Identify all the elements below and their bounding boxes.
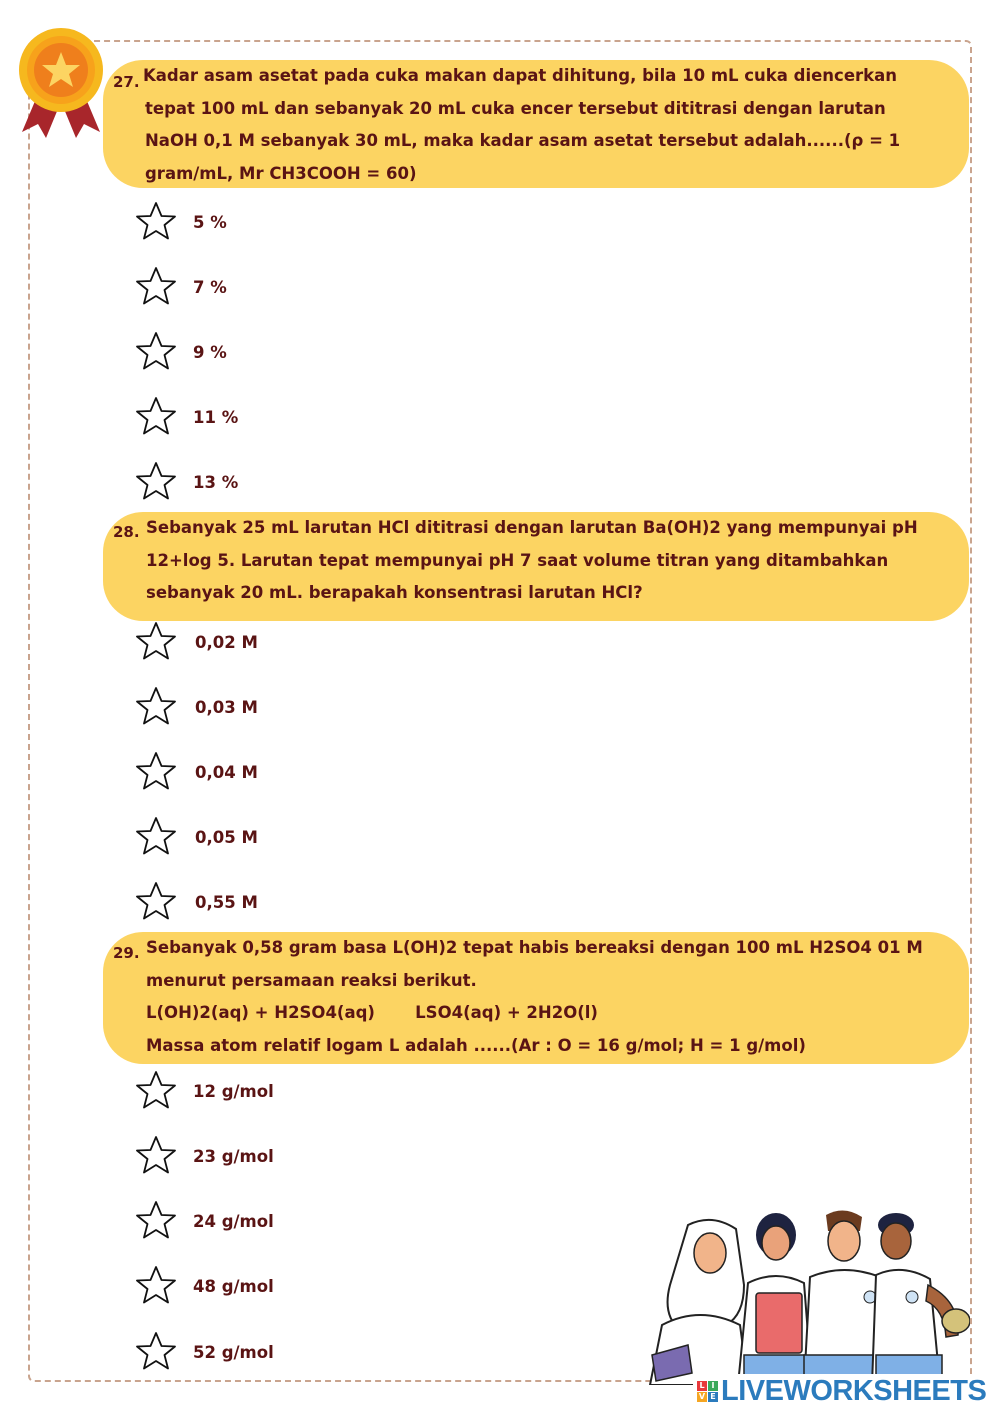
question-text-line: sebanyak 20 mL. berapakah konsentrasi larutan HCl? bbox=[146, 583, 643, 602]
answer-option[interactable] bbox=[134, 1134, 534, 1178]
question-text-line: tepat 100 mL dan sebanyak 20 mL cuka encer tersebut dititrasi dengan larutan bbox=[145, 98, 886, 118]
option-label: 0,03 M bbox=[195, 697, 258, 717]
answer-option[interactable] bbox=[134, 1199, 534, 1243]
star-outline-icon bbox=[134, 620, 178, 664]
badge-letter: L bbox=[697, 1381, 707, 1391]
answer-option[interactable] bbox=[134, 880, 534, 924]
answer-option[interactable] bbox=[134, 685, 534, 729]
answer-option[interactable] bbox=[134, 330, 534, 374]
question-text-line: menurut persamaan reaksi berikut. bbox=[146, 970, 477, 990]
badge-letter: V bbox=[698, 1391, 706, 1401]
question-number: 28. bbox=[113, 523, 140, 541]
question-text-line: Sebanyak 25 mL larutan HCl dititrasi dengan larutan Ba(OH)2 yang mempunyai pH bbox=[146, 518, 918, 537]
question-text-line: L(OH)2(aq) + H2SO4(aq) LSO4(aq) + 2H2O(l) bbox=[146, 1003, 598, 1022]
question-text-line: gram/mL, Mr CH3COOH = 60) bbox=[145, 163, 417, 183]
live-badge-icon bbox=[697, 1381, 718, 1402]
option-label: 24 g/mol bbox=[193, 1211, 274, 1231]
star-outline-icon bbox=[134, 815, 178, 859]
option-label: 11 % bbox=[193, 407, 239, 427]
award-medal-icon bbox=[16, 24, 106, 140]
answer-option[interactable] bbox=[134, 460, 534, 504]
star-outline-icon bbox=[134, 200, 178, 244]
option-label: 13 % bbox=[193, 472, 239, 492]
star-outline-icon bbox=[134, 460, 178, 504]
star-outline-icon bbox=[134, 265, 178, 309]
option-label: 0,05 M bbox=[195, 827, 258, 847]
star-outline-icon bbox=[134, 1134, 178, 1178]
question-number: 29. bbox=[113, 944, 140, 962]
star-outline-icon bbox=[134, 880, 178, 924]
answer-option[interactable] bbox=[134, 750, 534, 794]
question-29-box bbox=[103, 932, 969, 1064]
liveworksheets-logo[interactable] bbox=[693, 1374, 990, 1408]
answer-option[interactable] bbox=[134, 1264, 534, 1308]
option-label: 5 % bbox=[193, 212, 227, 232]
option-label: 52 g/mol bbox=[193, 1342, 274, 1362]
answer-option[interactable] bbox=[134, 200, 534, 244]
star-outline-icon bbox=[134, 395, 178, 439]
question-text-line: 12+log 5. Larutan tepat mempunyai pH 7 saat volume titran yang ditambahkan bbox=[146, 550, 889, 570]
option-label: 0,04 M bbox=[195, 762, 258, 782]
star-outline-icon bbox=[134, 1264, 178, 1308]
star-outline-icon bbox=[134, 1069, 178, 1113]
answer-option[interactable] bbox=[134, 620, 534, 664]
answer-option[interactable] bbox=[134, 395, 534, 439]
answer-option[interactable] bbox=[134, 815, 534, 859]
answer-option[interactable] bbox=[134, 265, 534, 309]
star-outline-icon bbox=[134, 750, 178, 794]
question-text-line: Sebanyak 0,58 gram basa L(OH)2 tepat habis bereaksi dengan 100 mL H2SO4 01 M bbox=[146, 938, 923, 957]
star-outline-icon bbox=[134, 1199, 178, 1243]
question-text-line: Massa atom relatif logam L adalah ......(Ar : O = 16 g/mol; H = 1 g/mol) bbox=[146, 1035, 806, 1055]
star-outline-icon bbox=[134, 685, 178, 729]
question-text-line: Kadar asam asetat pada cuka makan dapat dihitung, bila 10 mL cuka diencerkan bbox=[143, 66, 898, 85]
question-number: 27. bbox=[113, 73, 140, 91]
question-27-box bbox=[103, 60, 969, 188]
students-illustration bbox=[640, 1205, 970, 1385]
badge-letter: I bbox=[708, 1381, 718, 1391]
question-28-box bbox=[103, 512, 969, 621]
logo-text: LIVEWORKSHEETS bbox=[721, 1374, 987, 1407]
option-label: 12 g/mol bbox=[193, 1081, 274, 1101]
option-label: 23 g/mol bbox=[193, 1146, 274, 1166]
option-label: 9 % bbox=[193, 342, 227, 362]
star-outline-icon bbox=[134, 330, 178, 374]
option-label: 0,55 M bbox=[195, 892, 258, 912]
option-label: 0,02 M bbox=[195, 632, 258, 652]
star-outline-icon bbox=[134, 1330, 178, 1374]
option-label: 7 % bbox=[193, 277, 227, 297]
answer-option[interactable] bbox=[134, 1069, 534, 1113]
badge-letter: E bbox=[708, 1392, 718, 1402]
option-label: 48 g/mol bbox=[193, 1276, 274, 1296]
answer-option[interactable] bbox=[134, 1330, 534, 1374]
question-text-line: NaOH 0,1 M sebanyak 30 mL, maka kadar asam asetat tersebut adalah......(ρ = 1 bbox=[145, 131, 901, 150]
